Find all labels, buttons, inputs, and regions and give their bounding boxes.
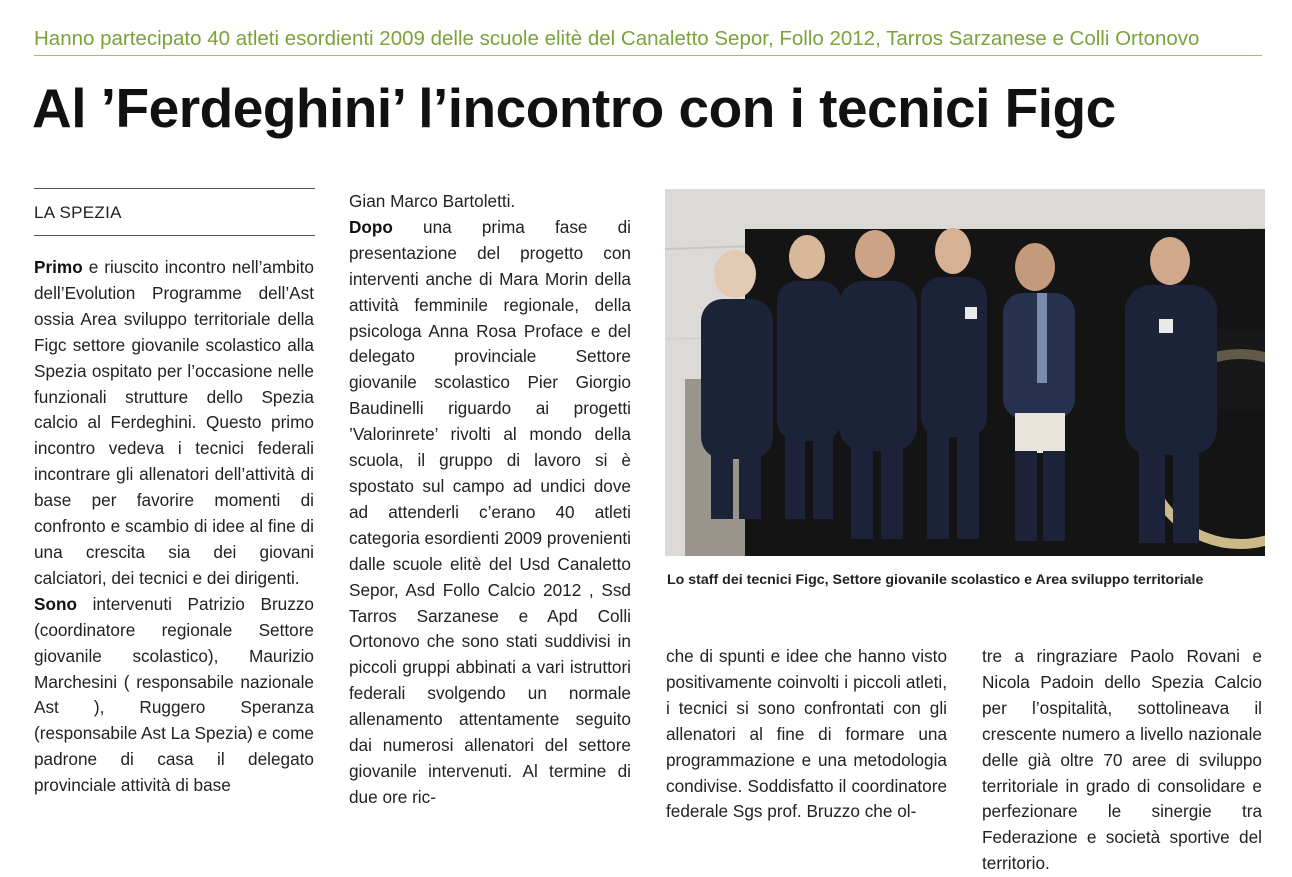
article-column-4 <box>982 644 1262 877</box>
article-headline: Al ’Ferdeghini’ l’incontro con i tecnici Figc <box>32 77 1116 139</box>
dateline-rule-top <box>34 188 315 189</box>
paragraph-lead: Sono <box>34 593 77 614</box>
article-column-2 <box>349 189 631 811</box>
article-column-1 <box>34 255 314 799</box>
paragraph-text: una prima fase di presentazione del progetto con interventi anche di Mara Morin della attività femminile regionale, della psicologa Anna Rosa Proface e del delegato provinciale Settore giovanile scolastico Pier Giorgio Baudinelli riguardo ai progetti ’Valorinrete’ rivolti al mondo della scuola, il gruppo di lavoro si è spostato sul campo ad undici dove ad attenderli c’erano 40 atleti categoria esordienti 2009 provenienti dalle scuole elitè del Usd Canaletto Sepor, Asd Follo Calcio 2012 , Ssd Tarros Sarzanese e Apd Colli Ortonovo che sono stati suddivisi in piccoli gruppi abbinati a vari istruttori federali svolgendo un normale allenamento attentamente seguito dai numerosi allenatori del settore giovanile intervenuti. Al termine di due ore ric- <box>349 216 631 807</box>
article-photo <box>665 189 1265 556</box>
dateline-rule-bottom <box>34 235 315 236</box>
article-column-3 <box>666 644 947 825</box>
staff-photo-illustration <box>665 189 1265 556</box>
paragraph-2 <box>34 592 314 799</box>
paragraph-2-end: Gian Marco Bartoletti. <box>349 191 516 211</box>
paragraph-3-end: tre a ringraziare Paolo Rovani e Nicola Padoin dello Spezia Calcio per l’ospitalità, sottolineava il crescente numero a livello nazionale delle già oltre 70 aree di sviluppo territoriale in grado di consolidare e perfezionare le sinergie tra Federazione e società sportive del territorio. <box>982 646 1262 874</box>
photo-caption: Lo staff dei tecnici Figc, Settore giovanile scolastico e Area sviluppo territoriale <box>667 572 1204 588</box>
article-kicker: Hanno partecipato 40 atleti esordienti 2009 delle scuole elitè del Canaletto Sepor, Follo 2012, Tarros Sarzanese e Colli Ortonovo <box>34 27 1262 56</box>
paragraph-3 <box>349 215 631 811</box>
paragraph-lead: Dopo <box>349 216 393 237</box>
paragraph-text: e riuscito incontro nell’ambito dell’Evolution Programme dell’Ast ossia Area sviluppo territoriale della Figc settore giovanile scolastico alla Spezia ospitato per l’occasione nelle funzionali strutture dello Spezia calcio al Ferdeghini. Questo primo incontro vedeva i tecnici federali incontrare gli allenatori dell’attività di base per favorire momenti di confronto e scambio di idee al fine di una crescita sia dei giovani calciatori, dei tecnici e dei dirigenti. <box>34 257 314 588</box>
paragraph-text: intervenuti Patrizio Bruzzo (coordinatore regionale Settore giovanile scolastico), Maurizio Marchesini ( responsabile nazionale Ast ), Ruggero Speranza (responsabile Ast La Spezia) e come padrone di casa il delegato provinciale attività di base <box>34 593 314 796</box>
paragraph-3-cont: che di spunti e idee che hanno visto positivamente coinvolti i piccoli atleti, i tecnici si sono confrontati con gli allenatori al fine di formare una programmazione e una metodologia condivise. Soddisfatto il coordinatore federale Sgs prof. Bruzzo che ol- <box>666 646 947 822</box>
paragraph-lead: Primo <box>34 257 83 277</box>
dateline: LA SPEZIA <box>34 203 122 222</box>
paragraph-1 <box>34 255 314 592</box>
